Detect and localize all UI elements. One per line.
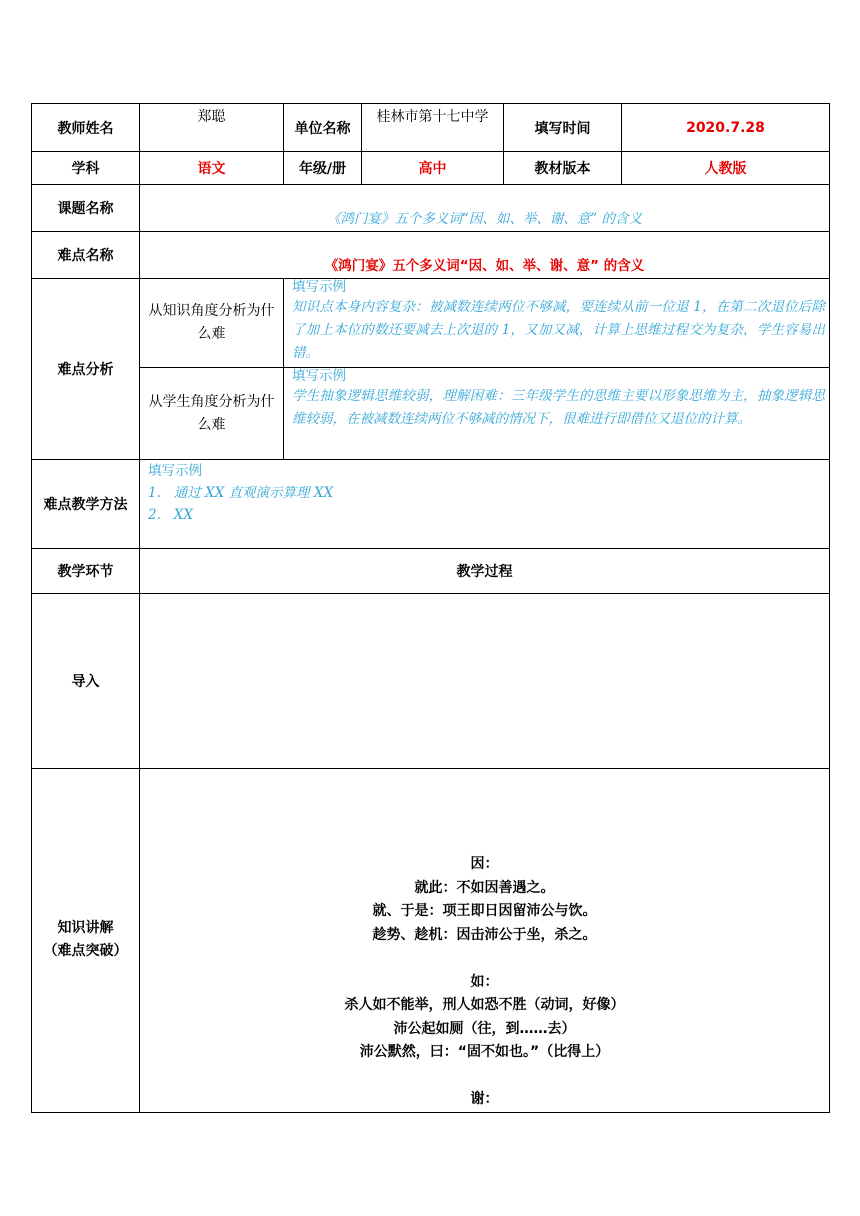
difficulty-row bbox=[32, 232, 830, 279]
difficulty-value: 《鸿门宴》五个多义词“因、如、举、谢、意” 的含义 bbox=[140, 232, 830, 279]
knowledge-angle-label: 从知识角度分析为什么难 bbox=[140, 279, 284, 368]
unit-value: 桂林市第十七中学 bbox=[362, 104, 504, 152]
method-example-header: 填写示例 bbox=[148, 463, 202, 479]
student-example-cell bbox=[284, 368, 830, 460]
explain-line: 沛公默然，曰：“固不如也。”（比得上） bbox=[359, 1044, 610, 1060]
knowledge-example-header: 填写示例 bbox=[292, 279, 346, 295]
time-label: 填写时间 bbox=[504, 104, 622, 152]
explain-content bbox=[140, 769, 830, 1113]
student-example-header: 填写示例 bbox=[292, 368, 346, 384]
edition-value: 人教版 bbox=[622, 152, 830, 185]
explain-label-line2: （难点突破） bbox=[43, 943, 128, 960]
process-label: 教学过程 bbox=[140, 549, 830, 594]
analysis-student-row bbox=[32, 368, 830, 460]
knowledge-example-text: 知识点本身内容复杂：被减数连续两位不够减，要连续从前一位退 1，在第二次退位后除了加上本位的数还要减去上次退的 1，又加又减，计算上思维过程交为复杂，学生容易出错。 bbox=[292, 299, 825, 361]
explain-label-line1: 知识讲解 bbox=[57, 920, 114, 937]
method-item-1: 1. 通过 XX 直观演示算理 XX bbox=[148, 485, 334, 501]
explain-line bbox=[140, 1065, 829, 1089]
intro-content bbox=[140, 594, 830, 769]
student-angle-label: 从学生角度分析为什么难 bbox=[140, 368, 284, 460]
subject-label: 学科 bbox=[32, 152, 140, 185]
stage-label: 教学环节 bbox=[32, 549, 140, 594]
lesson-plan-table bbox=[31, 103, 830, 1113]
difficulty-label: 难点名称 bbox=[32, 232, 140, 279]
teacher-label: 教师姓名 bbox=[32, 104, 140, 152]
explain-line: 趁势、趁机：因击沛公于坐，杀之。 bbox=[372, 926, 597, 943]
intro-label: 导入 bbox=[32, 594, 140, 769]
explain-line: 沛公起如厕（往，到……去） bbox=[393, 1020, 576, 1037]
method-item-2: 2. XX bbox=[148, 507, 193, 523]
explain-label-cell bbox=[32, 769, 140, 1113]
time-value: 2020.7.28 bbox=[622, 104, 830, 152]
intro-row bbox=[32, 594, 830, 769]
explain-line: 如： bbox=[470, 973, 499, 990]
explain-lines bbox=[140, 853, 829, 1112]
explain-row bbox=[32, 769, 830, 1113]
explain-line: 就、于是：项王即日因留沛公与饮。 bbox=[372, 903, 597, 919]
edition-label: 教材版本 bbox=[504, 152, 622, 185]
grade-value: 高中 bbox=[362, 152, 504, 185]
header-row bbox=[32, 104, 830, 152]
analysis-knowledge-row bbox=[32, 279, 830, 368]
analysis-label: 难点分析 bbox=[32, 279, 140, 460]
unit-label: 单位名称 bbox=[284, 104, 362, 152]
explain-line: 杀人如不能举，刑人如恐不胜（动词，好像） bbox=[344, 997, 625, 1013]
lesson-row bbox=[32, 185, 830, 232]
subject-row bbox=[32, 152, 830, 185]
knowledge-example-cell bbox=[284, 279, 830, 368]
grade-label: 年级/册 bbox=[284, 152, 362, 185]
explain-line bbox=[140, 947, 829, 971]
explain-line: 就此：不如因善遇之。 bbox=[414, 879, 555, 896]
subject-value: 语文 bbox=[140, 152, 284, 185]
explain-line: 因： bbox=[470, 856, 499, 872]
process-header-row bbox=[32, 549, 830, 594]
lesson-value: 《鸿门宴》五个多义词“因、如、举、谢、意” 的含义 bbox=[140, 185, 830, 232]
teacher-value: 郑聪 bbox=[140, 104, 284, 152]
student-example-text: 学生抽象逻辑思维较弱，理解困难：三年级学生的思维主要以形象思维为主，抽象逻辑思维较弱，在被减数连续两位不够减的情况下，很难进行即借位又退位的计算。 bbox=[292, 388, 825, 427]
method-row bbox=[32, 460, 830, 549]
method-label: 难点教学方法 bbox=[32, 460, 140, 549]
explain-line: 谢： bbox=[470, 1091, 499, 1107]
lesson-label: 课题名称 bbox=[32, 185, 140, 232]
method-cell bbox=[140, 460, 830, 549]
